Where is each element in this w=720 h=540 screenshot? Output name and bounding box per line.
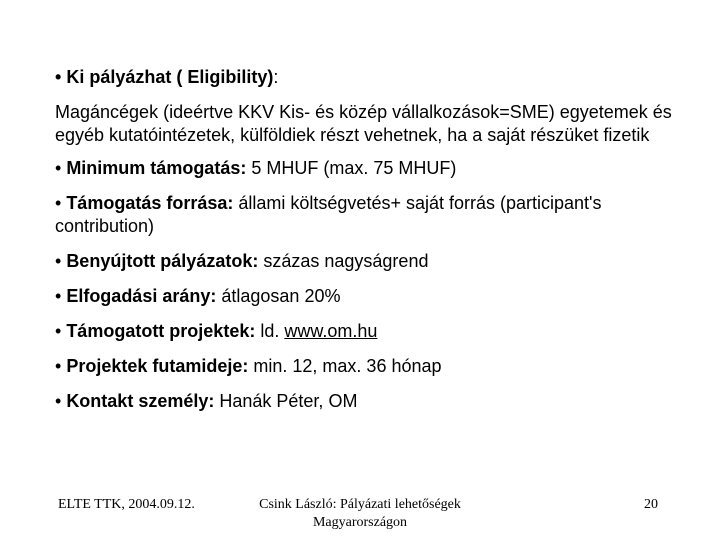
item-label: Támogatott projektek: — [66, 321, 256, 341]
item-value: százas nagyságrend — [263, 251, 429, 271]
item-value: Hanák Péter, OM — [219, 391, 358, 411]
item-label: Minimum támogatás: — [66, 158, 247, 178]
eligibility-heading — [55, 66, 675, 89]
eligibility-label: Ki pályázhat ( Eligibility) — [66, 67, 274, 87]
item-value: min. 12, max. 36 hónap — [253, 356, 442, 376]
item-label: Projektek futamideje: — [66, 356, 249, 376]
page-number: 20 — [644, 497, 658, 512]
item-label: Támogatás forrása: — [66, 193, 234, 213]
item-acceptance-rate: • Elfogadási arány: átlagosan 20% — [55, 286, 341, 306]
item-label: Elfogadási arány: — [66, 286, 217, 306]
item-label: Benyújtott pályázatok: — [66, 251, 259, 271]
item-value: átlagosan 20% — [221, 286, 341, 306]
eligibility-description: Magáncégek (ideértve KKV Kis- és közép vállalkozások=SME) egyetemek és egyéb kutatóintézetek, külföldiek részt vehetnek, ha a saját részüket fizetik — [55, 102, 672, 145]
item-label: Kontakt személy: — [66, 391, 215, 411]
item-funding-source: • Támogatás forrása: állami költségvetés+ saját forrás (participant's contribution) — [55, 193, 602, 236]
item-contact-person: • Kontakt személy: Hanák Péter, OM — [55, 391, 358, 411]
item-value: ld. — [260, 321, 280, 341]
footer-date: ELTE TTK, 2004.09.12. — [58, 497, 195, 512]
om-website-link[interactable]: www.om.hu — [284, 321, 378, 341]
item-submitted-applications: • Benyújtott pályázatok: százas nagyságrend — [55, 251, 429, 271]
item-minimum-support: • Minimum támogatás: 5 MHUF (max. 75 MHUF) — [55, 158, 457, 178]
item-value: 5 MHUF (max. 75 MHUF) — [251, 158, 457, 178]
eligibility-colon: : — [273, 67, 279, 87]
slide-body — [55, 66, 675, 425]
footer-title: Csink László: Pályázati lehetőségek Magyarországon — [259, 497, 461, 530]
item-supported-projects: • Támogatott projektek: ld. www.om.hu — [55, 321, 378, 341]
item-value: állami költségvetés+ saját forrás (participant's contribution) — [55, 193, 602, 236]
item-project-duration: • Projektek futamideje: min. 12, max. 36 hónap — [55, 356, 442, 376]
bullet: • — [55, 67, 62, 87]
